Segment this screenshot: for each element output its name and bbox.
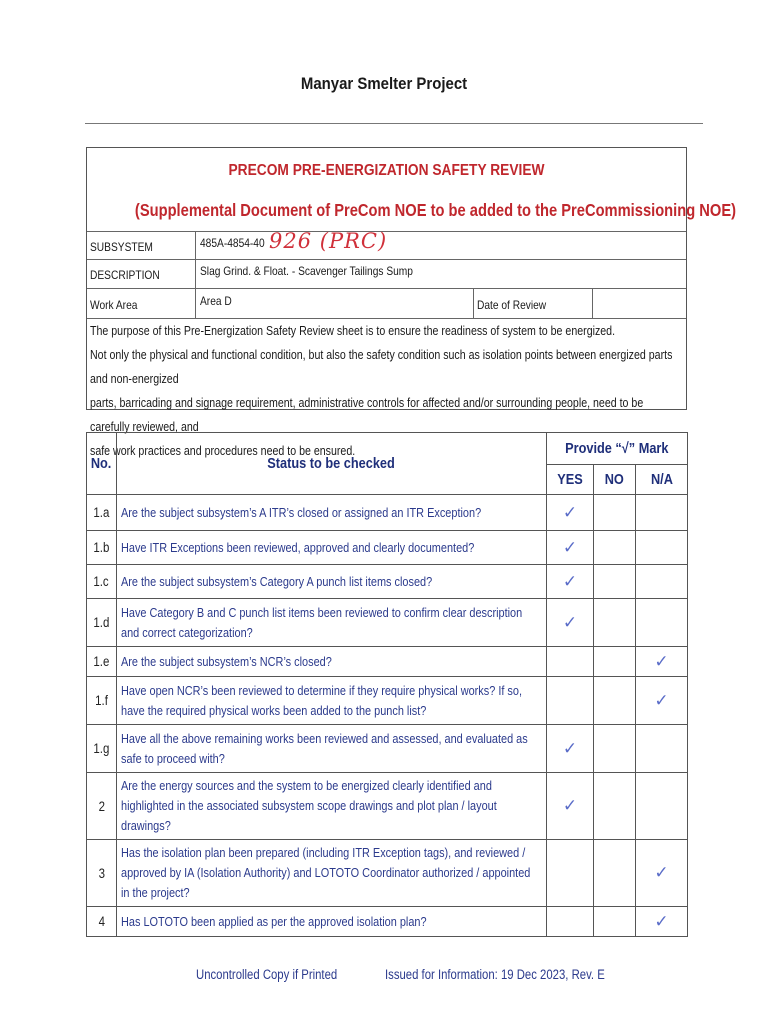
check-mark-icon: ✓ [654, 911, 669, 932]
na-cell[interactable] [636, 840, 688, 907]
checklist-row [87, 565, 688, 599]
divider [592, 288, 593, 318]
na-cell[interactable] [636, 565, 688, 599]
safety-checklist-table [86, 432, 688, 937]
item-number: 1.g [87, 725, 117, 773]
yes-cell[interactable] [547, 773, 594, 840]
subsystem-handwritten-note: 926 (PRC) [269, 229, 388, 253]
check-mark-icon: ✓ [562, 571, 578, 592]
check-mark-icon: ✓ [562, 537, 578, 558]
check-mark-icon: ✓ [562, 612, 578, 633]
description-value: Slag Grind. & Float. - Scavenger Tailings Sump [200, 264, 413, 278]
header-row [87, 433, 688, 465]
column-header-no-mark: NO [594, 465, 636, 495]
item-question: Are the subject subsystem’s Category A punch list items closed? [117, 565, 547, 599]
checklist-row [87, 495, 688, 531]
yes-cell[interactable] [547, 907, 594, 937]
subsystem-label: SUBSYSTEM [90, 240, 153, 254]
date-of-review-label: Date of Review [477, 298, 547, 312]
yes-cell[interactable] [547, 565, 594, 599]
check-mark-icon: ✓ [562, 796, 578, 816]
yes-cell[interactable] [547, 677, 594, 725]
purpose-line: The purpose of this Pre-Energization Safety Review sheet is to ensure the readiness of system to be energized. [90, 324, 616, 338]
divider [473, 288, 474, 318]
checklist-row [87, 531, 688, 565]
yes-cell[interactable] [547, 495, 594, 531]
title-divider [85, 123, 703, 124]
item-number: 1.d [87, 599, 117, 647]
review-subtitle: (Supplemental Document of PreCom NOE to be added to the PreCommissioning NOE) [134, 200, 737, 220]
no-cell[interactable] [594, 773, 636, 840]
no-cell[interactable] [594, 907, 636, 937]
footer-issued: Issued for Information: 19 Dec 2023, Rev. E [385, 967, 605, 982]
na-cell[interactable] [636, 647, 688, 677]
item-question: Have ITR Exceptions been reviewed, approved and clearly documented? [117, 531, 547, 565]
no-cell[interactable] [594, 677, 636, 725]
item-question: Has LOTOTO been applied as per the approved isolation plan? [117, 907, 547, 937]
divider [87, 288, 686, 289]
project-title: Manyar Smelter Project [300, 74, 468, 93]
column-header-no: No. [87, 433, 117, 495]
column-header-status: Status to be checked [117, 433, 547, 495]
item-question: Are the energy sources and the system to be energized clearly identified and highlighted in the associated subsystem scope drawings and plot plan / layout drawings? [117, 773, 547, 840]
no-cell[interactable] [594, 840, 636, 907]
na-cell[interactable] [636, 495, 688, 531]
item-number: 1.c [87, 565, 117, 599]
description-label: DESCRIPTION [90, 268, 160, 282]
na-cell[interactable] [636, 773, 688, 840]
check-mark-icon: ✓ [562, 502, 578, 523]
item-question: Has the isolation plan been prepared (including ITR Exception tags), and reviewed / approved by IA (Isolation Authority) and LOTOTO Coordinator authorized / appointed in the project? [117, 840, 547, 907]
item-number: 1.e [87, 647, 117, 677]
check-mark-icon: ✓ [562, 738, 578, 759]
item-question: Are the subject subsystem’s A ITR’s closed or assigned an ITR Exception? [117, 495, 547, 531]
na-cell[interactable] [636, 599, 688, 647]
na-cell[interactable] [636, 725, 688, 773]
divider [87, 259, 686, 260]
yes-cell[interactable] [547, 647, 594, 677]
checklist-row [87, 677, 688, 725]
item-number: 1.b [87, 531, 117, 565]
checklist-row [87, 907, 688, 937]
purpose-line: parts, barricading and signage requirement, administrative controls for affected and/or surrounding people, need to be carefully reviewed, and [90, 396, 644, 434]
no-cell[interactable] [594, 565, 636, 599]
item-number: 4 [87, 907, 117, 937]
na-cell[interactable] [636, 907, 688, 937]
yes-cell[interactable] [547, 840, 594, 907]
work-area-value: Area D [200, 294, 232, 308]
item-number: 1.f [87, 677, 117, 725]
check-mark-icon: ✓ [654, 863, 669, 883]
no-cell[interactable] [594, 647, 636, 677]
item-question: Have Category B and C punch list items been reviewed to confirm clear description and correct categorization? [117, 599, 547, 647]
item-number: 3 [87, 840, 117, 907]
divider [195, 231, 196, 318]
no-cell[interactable] [594, 725, 636, 773]
checklist-row [87, 840, 688, 907]
yes-cell[interactable] [547, 725, 594, 773]
na-cell[interactable] [636, 531, 688, 565]
checklist-row [87, 725, 688, 773]
yes-cell[interactable] [547, 531, 594, 565]
check-mark-icon: ✓ [654, 690, 669, 711]
item-question: Are the subject subsystem’s NCR’s closed? [117, 647, 547, 677]
no-cell[interactable] [594, 599, 636, 647]
check-mark-icon: ✓ [654, 651, 669, 672]
no-cell[interactable] [594, 495, 636, 531]
no-cell[interactable] [594, 531, 636, 565]
checklist-row [87, 599, 688, 647]
item-question: Have open NCR’s been reviewed to determine if they require physical works? If so, have the required physical works been added to the punch list? [117, 677, 547, 725]
na-cell[interactable] [636, 677, 688, 725]
checklist-body [87, 495, 688, 937]
column-header-yes: YES [547, 465, 594, 495]
footer-uncontrolled: Uncontrolled Copy if Printed [196, 967, 338, 982]
purpose-line: safe work practices and procedures need to be ensured. [90, 444, 356, 458]
yes-cell[interactable] [547, 599, 594, 647]
checklist-row [87, 647, 688, 677]
review-title: PRECOM PRE-ENERGIZATION SAFETY REVIEW [228, 162, 545, 179]
subsystem-value: 485A-4854-40 [200, 236, 265, 250]
checklist-row [87, 773, 688, 840]
work-area-label: Work Area [90, 298, 138, 312]
item-number: 2 [87, 773, 117, 840]
item-number: 1.a [87, 495, 117, 531]
purpose-line: Not only the physical and functional condition, but also the safety condition such as isolation points between energized parts and non-energized [90, 348, 673, 386]
column-header-na: N/A [636, 465, 688, 495]
column-header-mark: Provide “√” Mark [547, 433, 688, 465]
item-question: Have all the above remaining works been reviewed and assessed, and evaluated as safe to proceed with? [117, 725, 547, 773]
